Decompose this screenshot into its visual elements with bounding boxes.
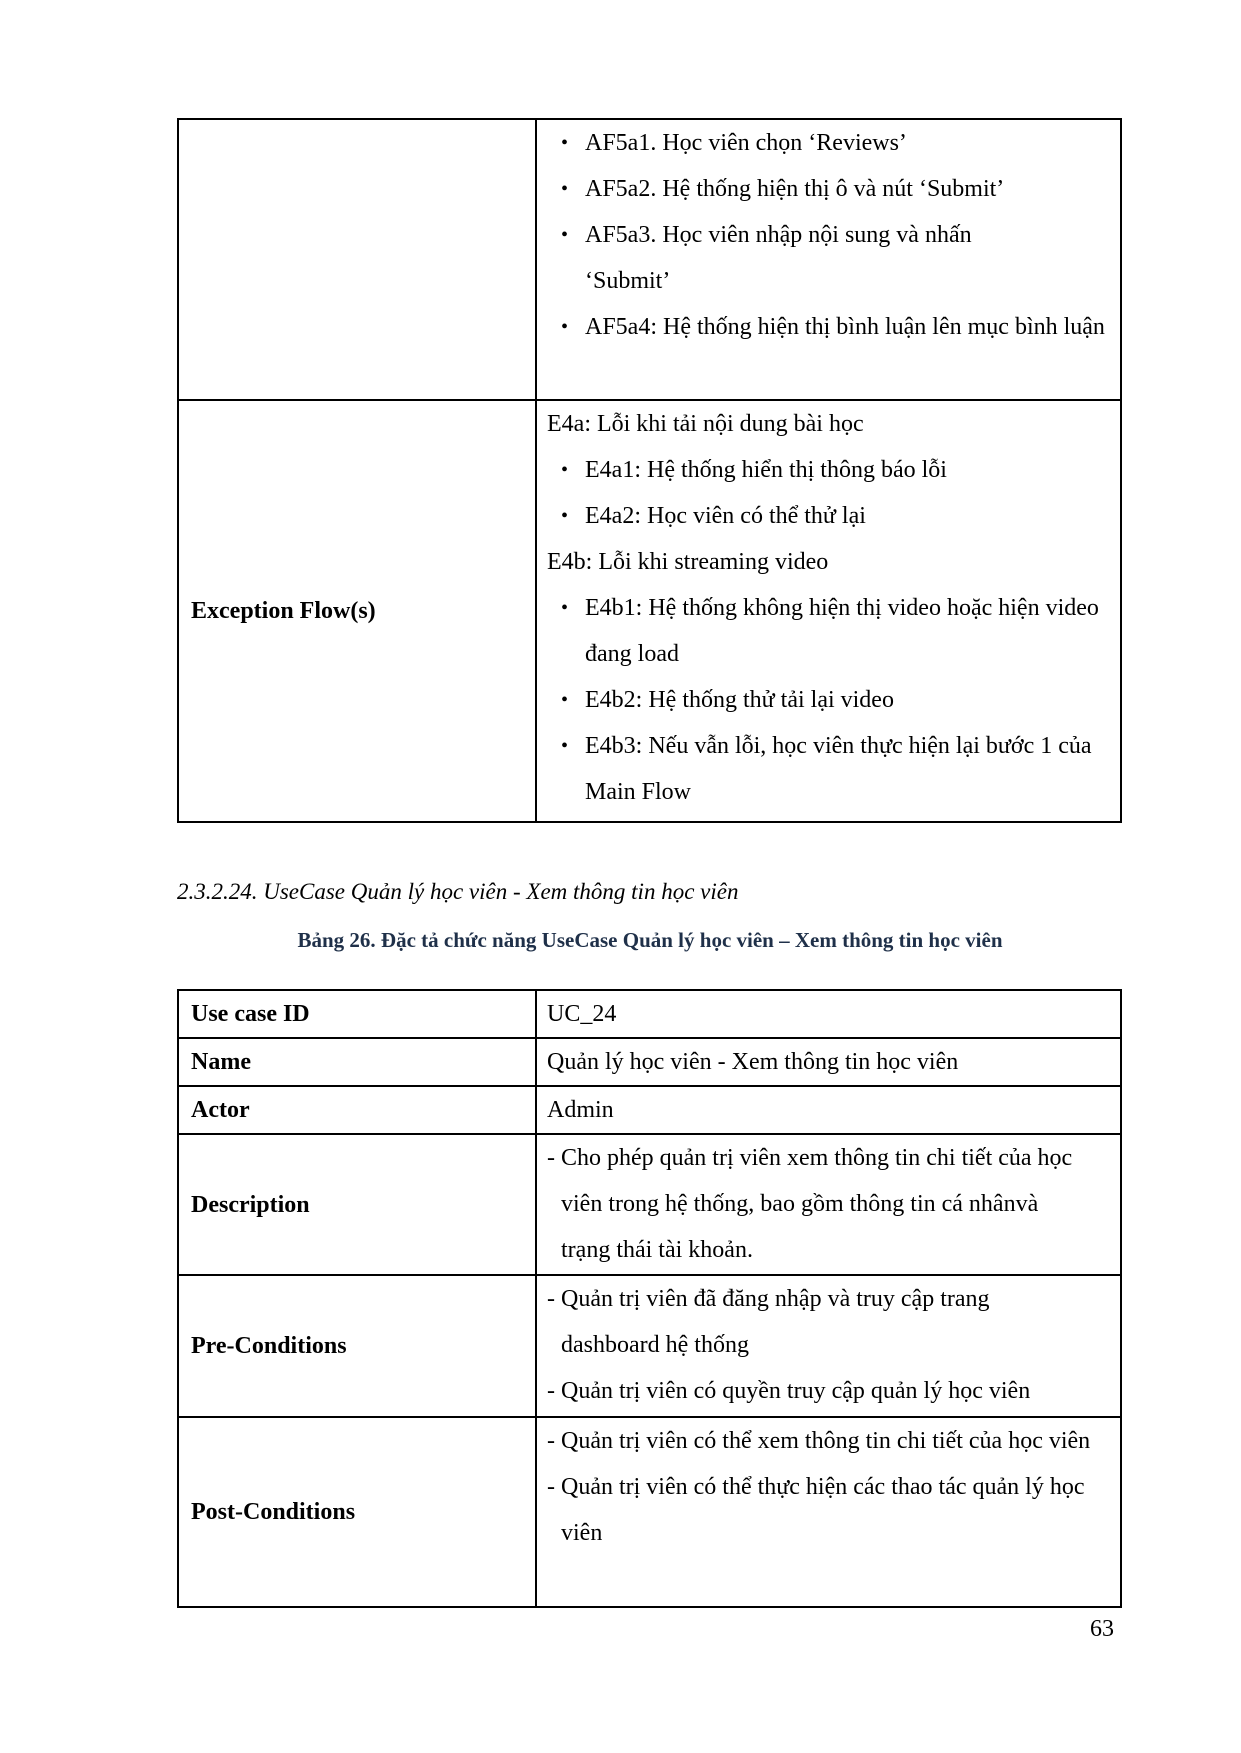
row-value bbox=[536, 400, 1121, 822]
list-item: • E4b1: Hệ thống không hiện thị video hoặc hiện video đang load bbox=[547, 585, 1112, 677]
exception-list bbox=[547, 585, 1112, 815]
list-item: • E4b2: Hệ thống thử tải lại video bbox=[547, 677, 1112, 723]
row-label: Name bbox=[178, 1038, 536, 1086]
table-row bbox=[178, 990, 1121, 1038]
row-value: UC_24 bbox=[536, 990, 1121, 1038]
row-label: Post-Conditions bbox=[178, 1417, 536, 1607]
exception-list bbox=[547, 447, 1112, 539]
exception-group-title: E4a: Lỗi khi tải nội dung bài học bbox=[547, 411, 864, 437]
page-number: 63 bbox=[1090, 1616, 1114, 1642]
table-row-preconditions bbox=[178, 1275, 1121, 1417]
table-row bbox=[178, 1086, 1121, 1134]
row-label: Exception Flow(s) bbox=[178, 400, 536, 822]
table-row-alternative-flow bbox=[178, 119, 1121, 400]
table-row-exception-flow bbox=[178, 400, 1121, 822]
table-caption: Bảng 26. Đặc tả chức năng UseCase Quản lý học viên – Xem thông tin học viên bbox=[297, 928, 1003, 952]
alternative-flow-list bbox=[547, 120, 1112, 350]
description-text: - Cho phép quản trị viên xem thông tin chi tiết của học viên trong hệ thống, bao gồm thông tin cá nhânvà trạng thái tài khoản. bbox=[547, 1145, 1073, 1263]
list-item: • AF5a1. Học viên chọn ‘Reviews’ bbox=[547, 120, 1112, 166]
precondition-item: - Quản trị viên đã đăng nhập và truy cập trang dashboard hệ thống bbox=[547, 1286, 990, 1358]
postcondition-item: - Quản trị viên có thể xem thông tin chi tiết của học viên bbox=[547, 1428, 1091, 1454]
row-value bbox=[536, 119, 1121, 400]
list-item: • AF5a3. Học viên nhập nội sung và nhấn ‘Submit’ bbox=[547, 212, 1112, 304]
row-label: Use case ID bbox=[178, 990, 536, 1038]
table-row-description bbox=[178, 1134, 1121, 1275]
row-value bbox=[536, 1275, 1121, 1417]
list-item: • E4b3: Nếu vẫn lỗi, học viên thực hiện lại bước 1 của Main Flow bbox=[547, 723, 1112, 815]
list-item: • E4a2: Học viên có thể thử lại bbox=[547, 493, 1112, 539]
row-value bbox=[536, 1417, 1121, 1607]
row-value bbox=[536, 1134, 1121, 1275]
section-heading: 2.3.2.24. UseCase Quản lý học viên - Xem thông tin học viên bbox=[177, 879, 739, 904]
row-label bbox=[178, 119, 536, 400]
list-item: • AF5a4: Hệ thống hiện thị bình luận lên mục bình luận bbox=[547, 304, 1112, 350]
usecase-table-continued bbox=[177, 118, 1122, 823]
row-label: Pre-Conditions bbox=[178, 1275, 536, 1417]
list-item: • AF5a2. Hệ thống hiện thị ô và nút ‘Submit’ bbox=[547, 166, 1112, 212]
row-value: Quản lý học viên - Xem thông tin học viên bbox=[536, 1038, 1121, 1086]
postcondition-item: - Quản trị viên có thể thực hiện các thao tác quản lý học viên bbox=[547, 1474, 1085, 1546]
row-value: Admin bbox=[536, 1086, 1121, 1134]
table-row-postconditions bbox=[178, 1417, 1121, 1607]
table-row bbox=[178, 1038, 1121, 1086]
list-item: • E4a1: Hệ thống hiển thị thông báo lỗi bbox=[547, 447, 1112, 493]
row-label: Actor bbox=[178, 1086, 536, 1134]
row-label: Description bbox=[178, 1134, 536, 1275]
usecase-spec-table bbox=[177, 989, 1122, 1608]
precondition-item: - Quản trị viên có quyền truy cập quản lý học viên bbox=[547, 1378, 1031, 1404]
exception-group-title: E4b: Lỗi khi streaming video bbox=[547, 549, 829, 575]
